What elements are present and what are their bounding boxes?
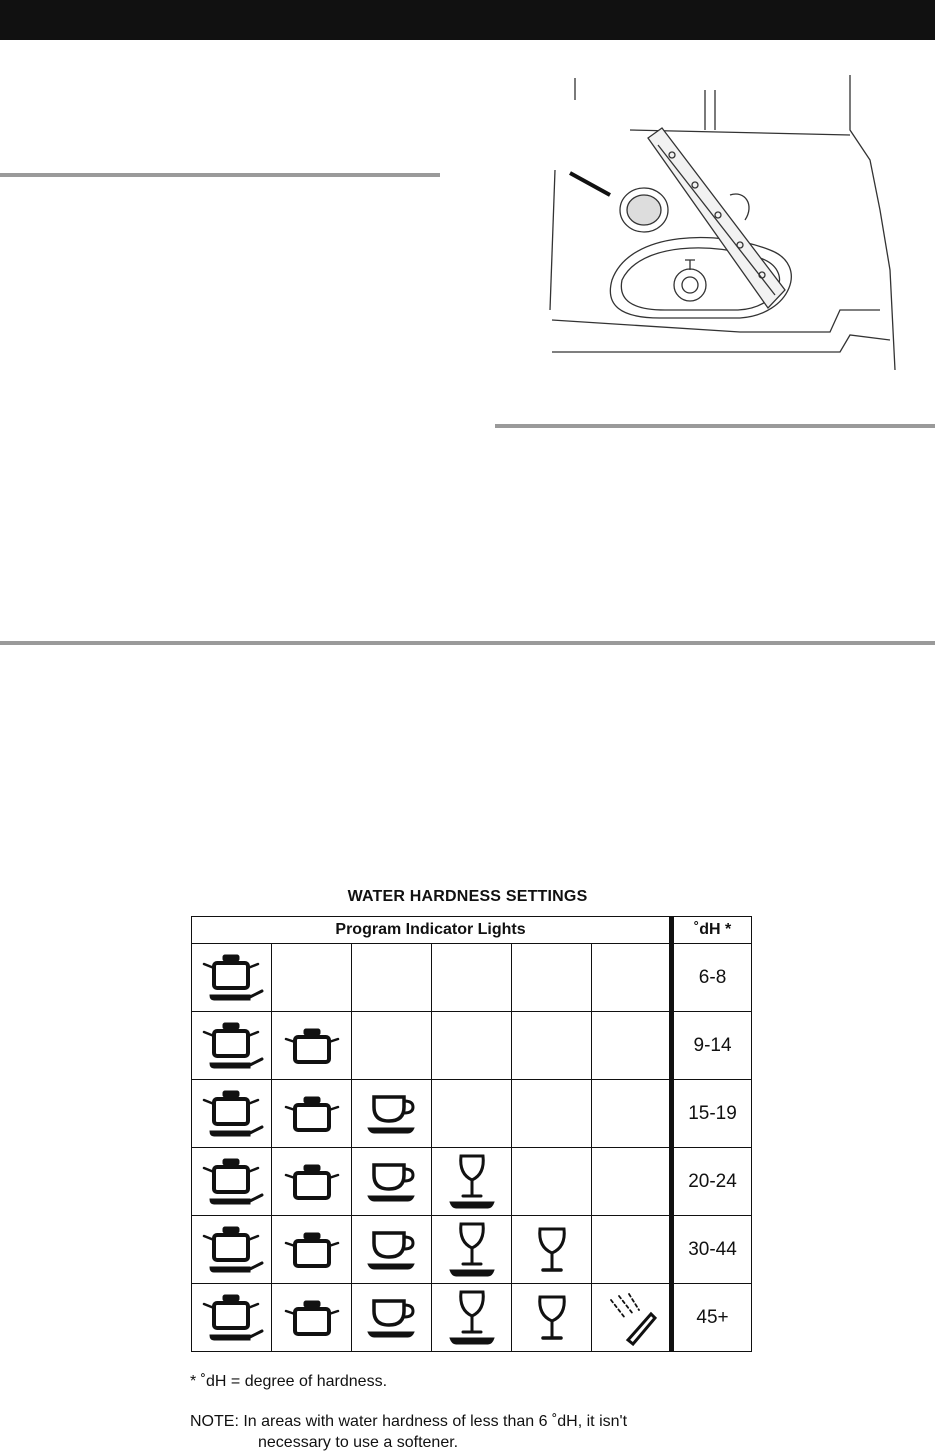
table-title: WATER HARDNESS SETTINGS [347, 888, 588, 905]
indicator-cell [512, 1080, 592, 1148]
indicator-cell [592, 1216, 672, 1284]
header-bar [0, 0, 935, 40]
indicator-cell [432, 944, 512, 1012]
indicator-cell [432, 1012, 512, 1080]
pot-icon [272, 1162, 351, 1202]
table-row [192, 1148, 752, 1216]
cup-saucer-icon [352, 1295, 431, 1341]
dh-value: 45+ [672, 1284, 752, 1352]
dh-value: 6-8 [672, 944, 752, 1012]
indicator-cell [592, 1148, 672, 1216]
indicator-cell [592, 1080, 672, 1148]
glass-plate-icon [432, 1288, 511, 1348]
table-row [192, 1216, 752, 1284]
table-row [192, 1284, 752, 1352]
pot-pan-icon [192, 1223, 271, 1277]
pot-icon [272, 1026, 351, 1066]
cup-saucer-icon [352, 1159, 431, 1205]
dh-value: 9-14 [672, 1012, 752, 1080]
section-divider [495, 424, 935, 428]
dh-value: 30-44 [672, 1216, 752, 1284]
dh-value: 20-24 [672, 1148, 752, 1216]
pot-pan-icon [192, 1155, 271, 1209]
indicator-cell [352, 944, 432, 1012]
pot-pan-icon [192, 1019, 271, 1073]
indicator-cell [512, 1284, 592, 1352]
water-hardness-table [191, 916, 752, 1352]
indicator-cell [192, 944, 272, 1012]
pot-pan-icon [192, 951, 271, 1005]
indicator-cell [352, 1148, 432, 1216]
dh-header: ˚dH * [672, 917, 752, 944]
indicator-cell [592, 944, 672, 1012]
pot-pan-icon [192, 1291, 271, 1345]
indicator-cell [512, 1012, 592, 1080]
indicator-cell [192, 1284, 272, 1352]
table-row [192, 1012, 752, 1080]
indicator-cell [352, 1012, 432, 1080]
indicator-cell [512, 1148, 592, 1216]
indicator-cell [352, 1216, 432, 1284]
indicator-cell [272, 1216, 352, 1284]
indicator-cell [512, 1216, 592, 1284]
pot-pan-icon [192, 1087, 271, 1141]
note-line-1: NOTE: In areas with water hardness of less than 6 ˚dH, it isn't [190, 1413, 628, 1430]
pot-icon [272, 1298, 351, 1338]
wine-glass-icon [512, 1293, 591, 1343]
indicator-cell [352, 1284, 432, 1352]
indicator-cell [192, 1148, 272, 1216]
table-row [192, 944, 752, 1012]
table-row [192, 1080, 752, 1148]
indicator-cell [192, 1080, 272, 1148]
indicator-cell [432, 1148, 512, 1216]
section-divider [0, 641, 935, 645]
pot-icon [272, 1094, 351, 1134]
indicator-cell [192, 1012, 272, 1080]
indicator-cell [272, 1012, 352, 1080]
indicator-cell [192, 1216, 272, 1284]
dh-value: 15-19 [672, 1080, 752, 1148]
indicator-cell [272, 1284, 352, 1352]
glass-plate-icon [432, 1220, 511, 1280]
indicator-cell [592, 1284, 672, 1352]
indicator-cell [512, 944, 592, 1012]
footnote: * ˚dH = degree of hardness. [190, 1373, 388, 1390]
indicator-cell [432, 1284, 512, 1352]
dishwasher-salt-container-illustration [540, 70, 910, 380]
cup-saucer-icon [352, 1227, 431, 1273]
indicator-cell [272, 944, 352, 1012]
note-line-2: necessary to use a softener. [258, 1434, 459, 1451]
section-divider [0, 173, 440, 177]
indicator-cell [432, 1216, 512, 1284]
pot-icon [272, 1230, 351, 1270]
indicator-cell [432, 1080, 512, 1148]
indicator-cell [592, 1012, 672, 1080]
indicator-lights-header: Program Indicator Lights [192, 917, 672, 944]
indicator-cell [272, 1148, 352, 1216]
cup-saucer-icon [352, 1091, 431, 1137]
rinse-spray-icon [592, 1290, 669, 1346]
indicator-cell [272, 1080, 352, 1148]
indicator-cell [352, 1080, 432, 1148]
glass-plate-icon [432, 1152, 511, 1212]
wine-glass-icon [512, 1225, 591, 1275]
